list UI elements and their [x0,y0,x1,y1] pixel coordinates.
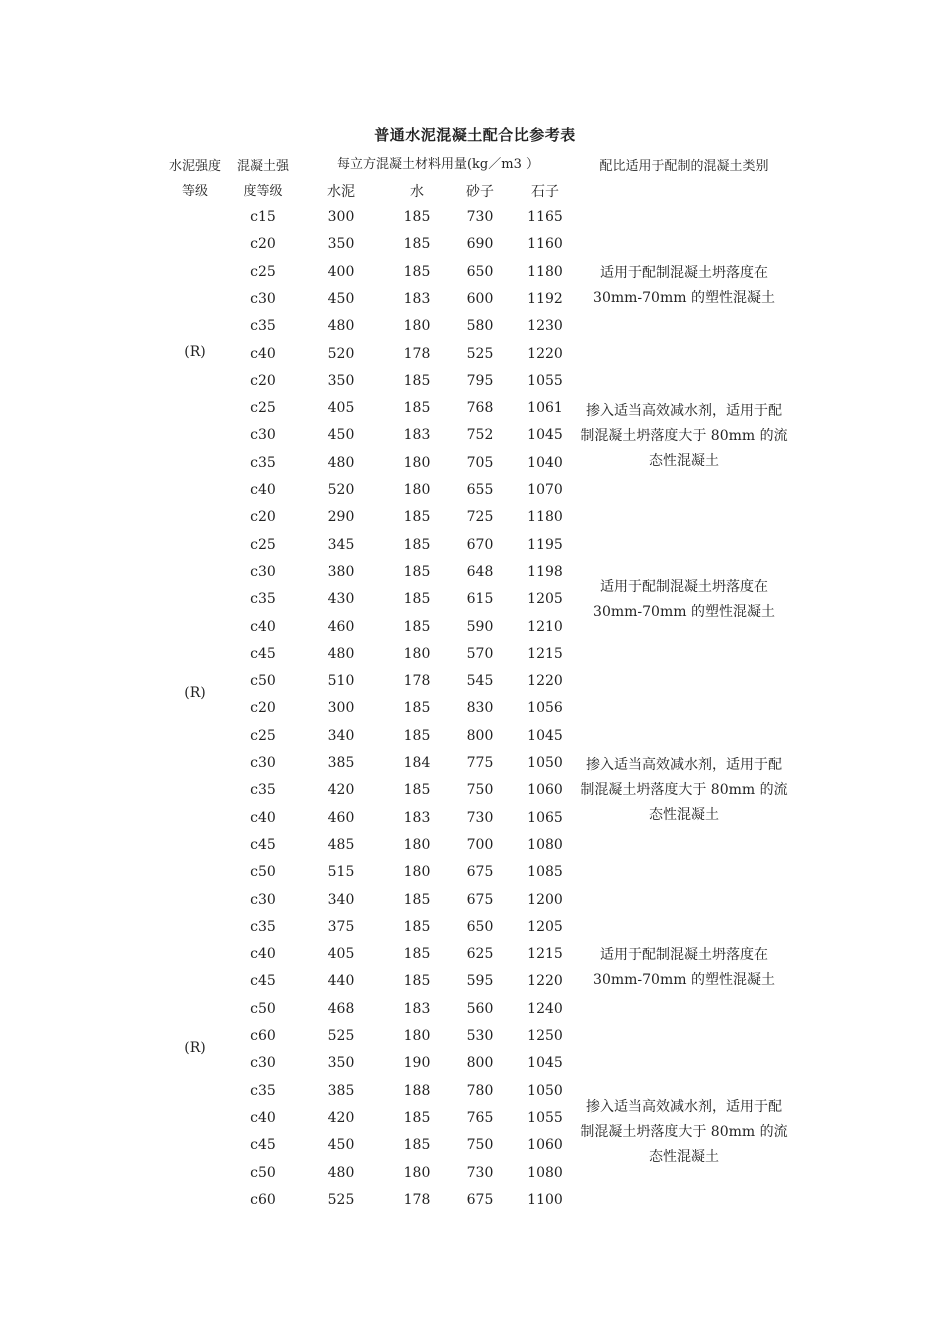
cement-amount-cell: 290 [327,509,355,526]
cement-amount-cell: 385 [327,1082,355,1099]
sand-amount-cell: 600 [466,290,494,307]
usage-description [576,261,792,311]
stone-amount-cell: 1070 [527,482,563,498]
stone-amount-cell: 1200 [527,891,563,908]
water-amount-cell: 185 [403,618,431,635]
sand-amount-cell: 830 [466,700,494,717]
cement-amount-cell: 385 [327,755,355,771]
stone-amount-cell: 1060 [527,1137,563,1154]
table-row [0,1105,950,1132]
sand-amount-cell: 650 [466,918,494,935]
water-amount-cell: 180 [403,1164,431,1181]
table-row [0,204,950,231]
sand-amount-cell: 625 [466,946,494,963]
concrete-grade-cell: c45 [250,973,276,990]
concrete-grade-cell: c30 [250,891,276,908]
water-amount-cell: 180 [403,454,431,471]
water-amount-cell: 183 [403,290,431,307]
cement-amount-cell: 300 [327,700,355,717]
stone-amount-cell: 1180 [527,263,563,280]
cement-amount-cell: 405 [327,400,355,417]
table-row [0,723,950,750]
cement-amount-cell: 450 [327,290,355,307]
table-row [0,996,950,1023]
water-amount-cell: 190 [403,1055,431,1072]
sand-amount-cell: 675 [466,1191,494,1208]
water-amount-cell: 183 [403,809,431,826]
concrete-grade-cell: c20 [250,372,276,389]
water-amount-cell: 180 [403,645,431,662]
cement-amount-cell: 340 [327,891,355,908]
sand-amount-cell: 700 [466,836,494,853]
water-amount-cell: 183 [403,1000,431,1017]
sand-amount-cell: 545 [466,673,494,690]
water-amount-cell: 180 [403,482,431,498]
concrete-grade-cell: c25 [250,536,276,553]
sand-amount-cell: 765 [466,1109,494,1126]
sand-amount-cell: 750 [466,782,494,799]
stone-amount-cell: 1205 [527,918,563,935]
usage-line: 制混凝土坍落度大于 80mm 的流 [580,427,788,444]
sand-amount-cell: 752 [466,427,494,444]
concrete-grade-cell: c35 [250,918,276,935]
sand-amount-cell: 675 [466,891,494,908]
concrete-grade-cell: c40 [250,345,276,362]
table-row [0,887,950,914]
cement-amount-cell: 468 [327,1000,355,1017]
table-row [0,313,950,340]
water-amount-cell: 185 [403,591,431,608]
usage-line: 制混凝土坍落度大于 80mm 的流 [580,782,788,799]
water-amount-cell: 185 [403,946,431,963]
stone-amount-cell: 1065 [527,809,563,826]
stone-amount-cell: 1050 [527,755,563,771]
sand-amount-cell: 730 [466,209,494,225]
stone-amount-cell: 1230 [527,318,563,335]
usage-line: 掺入适当高效减水剂，适用于配 [586,402,782,419]
concrete-grade-cell: c35 [250,782,276,799]
sand-amount-cell: 590 [466,618,494,635]
usage-line: 制混凝土坍落度大于 80mm 的流 [580,1123,788,1140]
sand-amount-cell: 705 [466,454,494,471]
usage-line: 态性混凝土 [649,452,719,469]
usage-line: 30mm-70mm 的塑性混凝土 [593,289,775,306]
cement-amount-cell: 450 [327,427,355,444]
cement-amount-cell: 405 [327,946,355,963]
concrete-grade-cell: c30 [250,427,276,444]
header-sand: 砂子 [466,184,494,200]
cement-amount-cell: 375 [327,918,355,935]
header-cement-strength-line1: 水泥强度 [168,159,221,174]
water-amount-cell: 185 [403,263,431,280]
sand-amount-cell: 650 [466,263,494,280]
water-amount-cell: 188 [403,1082,431,1099]
cement-amount-cell: 515 [327,864,355,881]
stone-amount-cell: 1215 [527,946,563,963]
cement-amount-cell: 460 [327,809,355,826]
table-row [0,477,950,504]
concrete-grade-cell: c15 [250,209,276,225]
water-amount-cell: 185 [403,236,431,253]
table-row [0,941,950,968]
usage-description [576,399,792,474]
cement-amount-cell: 380 [327,563,355,580]
stone-amount-cell: 1080 [527,836,563,853]
sand-amount-cell: 800 [466,727,494,744]
sand-amount-cell: 775 [466,755,494,771]
header-water: 水 [410,184,424,200]
concrete-grade-cell: c45 [250,1137,276,1154]
stone-amount-cell: 1060 [527,782,563,799]
water-amount-cell: 183 [403,427,431,444]
stone-amount-cell: 1056 [527,700,563,717]
sand-amount-cell: 525 [466,345,494,362]
stone-amount-cell: 1040 [527,454,563,471]
stone-amount-cell: 1085 [527,864,563,881]
stone-amount-cell: 1250 [527,1028,563,1044]
sand-amount-cell: 675 [466,864,494,881]
usage-line: 适用于配制混凝土坍落度在 [600,264,768,281]
sand-amount-cell: 725 [466,509,494,526]
table-row [0,641,950,668]
usage-line: 态性混凝土 [649,807,719,824]
sand-amount-cell: 595 [466,973,494,990]
water-amount-cell: 185 [403,536,431,553]
table-row [0,1023,950,1050]
table-row [0,832,950,859]
cement-amount-cell: 350 [327,372,355,389]
concrete-grade-cell: c20 [250,509,276,526]
table-row [0,1187,950,1214]
table-row [0,422,950,449]
sand-amount-cell: 800 [466,1055,494,1072]
sand-amount-cell: 730 [466,809,494,826]
concrete-grade-cell: c50 [250,1164,276,1181]
sand-amount-cell: 750 [466,1137,494,1154]
cement-amount-cell: 420 [327,1109,355,1126]
concrete-grade-cell: c25 [250,400,276,417]
stone-amount-cell: 1061 [527,400,563,417]
stone-amount-cell: 1045 [527,727,563,744]
sand-amount-cell: 690 [466,236,494,253]
usage-line: 适用于配制混凝土坍落度在 [600,947,768,964]
cement-amount-cell: 300 [327,209,355,225]
concrete-grade-cell: c50 [250,673,276,690]
sand-amount-cell: 615 [466,591,494,608]
header-concrete-grade-line1: 混凝土强 [236,159,289,174]
header-usage-category: 配比适用于配制的混凝土类别 [599,159,769,174]
stone-amount-cell: 1195 [527,536,563,553]
concrete-grade-cell: c40 [250,809,276,826]
cement-amount-cell: 460 [327,618,355,635]
water-amount-cell: 185 [403,700,431,717]
table-row [0,450,950,477]
concrete-grade-cell: c35 [250,454,276,471]
table-title: 普通水泥混凝土配合比参考表 [374,126,576,144]
stone-amount-cell: 1220 [527,345,563,362]
sand-amount-cell: 730 [466,1164,494,1181]
water-amount-cell: 180 [403,864,431,881]
stone-amount-cell: 1205 [527,591,563,608]
stone-amount-cell: 1210 [527,618,563,635]
concrete-grade-cell: c30 [250,290,276,307]
stone-amount-cell: 1215 [527,645,563,662]
concrete-grade-cell: c35 [250,591,276,608]
sand-amount-cell: 580 [466,318,494,335]
sand-amount-cell: 795 [466,372,494,389]
stone-amount-cell: 1100 [527,1191,563,1208]
cement-amount-cell: 450 [327,1137,355,1154]
header-cement: 水泥 [327,184,355,200]
table-row [0,532,950,559]
cement-amount-cell: 350 [327,236,355,253]
stone-amount-cell: 1050 [527,1082,563,1099]
table-row [0,559,950,586]
stone-amount-cell: 1165 [527,209,563,225]
water-amount-cell: 180 [403,1028,431,1044]
cement-amount-cell: 525 [327,1191,355,1208]
concrete-grade-cell: c40 [250,946,276,963]
water-amount-cell: 178 [403,1191,431,1208]
sand-amount-cell: 670 [466,536,494,553]
header-concrete-grade-line2: 度等级 [243,184,283,199]
concrete-grade-cell: c45 [250,645,276,662]
concrete-grade-cell: c30 [250,563,276,580]
table-row [0,1050,950,1077]
usage-line: 态性混凝土 [649,1148,719,1165]
stone-amount-cell: 1180 [527,509,563,526]
cement-amount-cell: 340 [327,727,355,744]
concrete-grade-cell: c20 [250,700,276,717]
stone-amount-cell: 1198 [527,563,563,580]
concrete-grade-cell: c25 [250,263,276,280]
water-amount-cell: 185 [403,782,431,799]
sand-amount-cell: 780 [466,1082,494,1099]
cement-amount-cell: 400 [327,263,355,280]
stone-amount-cell: 1045 [527,427,563,444]
sand-amount-cell: 768 [466,400,494,417]
table-row [0,368,950,395]
concrete-grade-cell: c30 [250,755,276,771]
concrete-grade-cell: c25 [250,727,276,744]
table-row [0,859,950,886]
concrete-grade-cell: c50 [250,1000,276,1017]
cement-amount-cell: 520 [327,345,355,362]
water-amount-cell: 185 [403,372,431,389]
stone-amount-cell: 1160 [527,236,563,253]
water-amount-cell: 185 [403,563,431,580]
water-amount-cell: 180 [403,836,431,853]
header-stone: 石子 [531,184,559,200]
table-row [0,968,950,995]
cement-amount-cell: 430 [327,591,355,608]
concrete-grade-cell: c60 [250,1191,276,1208]
concrete-grade-cell: c30 [250,1055,276,1072]
header-material-usage: 每立方混凝土材料用量(kg／m3 ） [336,157,539,172]
table-row [0,914,950,941]
concrete-grade-cell: c50 [250,864,276,881]
cement-amount-cell: 480 [327,454,355,471]
table-row [0,231,950,258]
table-row [0,586,950,613]
cement-amount-cell: 480 [327,1164,355,1181]
table-row [0,1078,950,1105]
concrete-grade-cell: c40 [250,1109,276,1126]
sand-amount-cell: 570 [466,645,494,662]
sand-amount-cell: 530 [466,1028,494,1044]
stone-amount-cell: 1240 [527,1000,563,1017]
water-amount-cell: 185 [403,918,431,935]
water-amount-cell: 185 [403,973,431,990]
stone-amount-cell: 1220 [527,973,563,990]
cement-amount-cell: 510 [327,673,355,690]
stone-amount-cell: 1045 [527,1055,563,1072]
water-amount-cell: 185 [403,1137,431,1154]
usage-line: 30mm-70mm 的塑性混凝土 [593,603,775,620]
stone-amount-cell: 1220 [527,673,563,690]
cement-amount-cell: 485 [327,836,355,853]
concrete-grade-cell: c60 [250,1028,276,1044]
stone-amount-cell: 1080 [527,1164,563,1181]
cement-amount-cell: 520 [327,482,355,498]
usage-line: 适用于配制混凝土坍落度在 [600,578,768,595]
stone-amount-cell: 1055 [527,1109,563,1126]
table-row [0,1132,950,1159]
cement-amount-cell: 350 [327,1055,355,1072]
table-row [0,750,950,777]
concrete-grade-cell: c40 [250,482,276,498]
concrete-grade-cell: c40 [250,618,276,635]
usage-description [576,1095,792,1170]
concrete-grade-cell: c35 [250,318,276,335]
table-row [0,668,950,695]
table-row [0,777,950,804]
sand-amount-cell: 655 [466,482,494,498]
table-row [0,395,950,422]
water-amount-cell: 185 [403,509,431,526]
table-row [0,1160,950,1187]
usage-line: 掺入适当高效减水剂，适用于配 [586,1098,782,1115]
sand-amount-cell: 648 [466,563,494,580]
cement-amount-cell: 525 [327,1028,355,1044]
header-cement-strength-line2: 等级 [181,184,208,199]
cement-strength-label: (R) [184,685,206,702]
table-row [0,286,950,313]
water-amount-cell: 185 [403,727,431,744]
water-amount-cell: 178 [403,345,431,362]
cement-amount-cell: 345 [327,536,355,553]
water-amount-cell: 185 [403,209,431,225]
table-row [0,259,950,286]
concrete-grade-cell: c20 [250,236,276,253]
table-row [0,805,950,832]
concrete-grade-cell: c35 [250,1082,276,1099]
cement-amount-cell: 440 [327,973,355,990]
water-amount-cell: 185 [403,400,431,417]
usage-description [576,753,792,828]
cement-amount-cell: 480 [327,645,355,662]
sand-amount-cell: 560 [466,1000,494,1017]
table-row [0,614,950,641]
water-amount-cell: 185 [403,891,431,908]
cement-strength-label: (R) [184,344,206,361]
water-amount-cell: 180 [403,318,431,335]
water-amount-cell: 178 [403,673,431,690]
usage-line: 30mm-70mm 的塑性混凝土 [593,972,775,989]
cement-amount-cell: 480 [327,318,355,335]
usage-line: 掺入适当高效减水剂，适用于配 [586,757,782,774]
usage-description [576,943,792,993]
cement-strength-label: (R) [184,1040,206,1057]
usage-description [576,575,792,625]
table-row [0,695,950,722]
table-row [0,504,950,531]
stone-amount-cell: 1192 [527,290,563,307]
concrete-grade-cell: c45 [250,836,276,853]
table-row [0,341,950,368]
water-amount-cell: 185 [403,1109,431,1126]
cement-amount-cell: 420 [327,782,355,799]
water-amount-cell: 184 [403,755,431,771]
stone-amount-cell: 1055 [527,372,563,389]
